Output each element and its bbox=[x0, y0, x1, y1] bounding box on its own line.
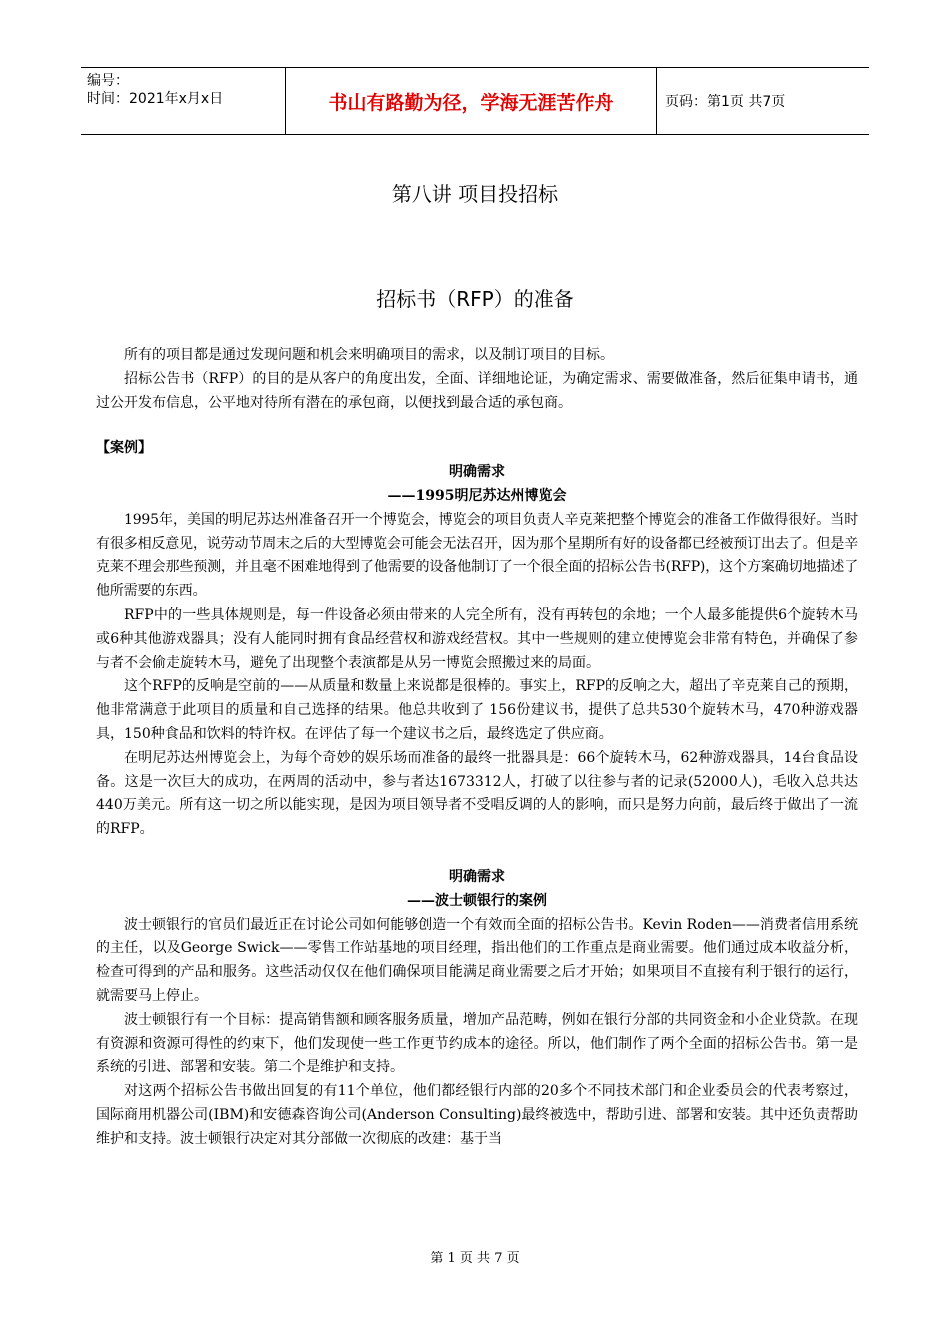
case1-title: 明确需求 bbox=[449, 464, 505, 481]
case1-paragraph: 这个RFP的反响是空前的——从质量和数量上来说都是很棒的。事实上，RFP的反响之大，超出了辛克莱自己的预期，他非常满意于此项目的质量和自己选择的结果。他总共收到了 156份建议书，提供了总共530个旋转木马，470种游戏器具，150种食品和饮料的特许权。在评估了每一个建议书之后，最终选定了供应商。 bbox=[96, 678, 858, 742]
header-motto: 书山有路勤为径，学海无涯苦作舟 bbox=[285, 68, 657, 134]
intro-paragraph: 所有的项目都是通过发现问题和机会来明确项目的需求，以及制订项目的目标。 bbox=[124, 347, 614, 363]
section-title: 招标书（RFP）的准备 bbox=[376, 287, 574, 311]
document-body bbox=[96, 344, 858, 1152]
intro-paragraph: 招标公告书（RFP）的目的是从客户的角度出发，全面、详细地论证，为确定需求、需要做准备，然后征集申请书，通过公开发布信息，公平地对待所有潜在的承包商，以便找到最合适的承包商。 bbox=[96, 370, 858, 411]
header-number-label: 编号： bbox=[87, 73, 129, 89]
case2-paragraph: 波士顿银行有一个目标：提高销售额和顾客服务质量，增加产品范畴，例如在银行分部的共同资金和小企业贷款。在现有资源和资源可得性的约束下，他们发现使一些工作更节约成本的途径。所以，他们制作了两个全面的招标公告书。第一是系统的引进、部署和安装。第二个是维护和支持。 bbox=[96, 1011, 858, 1076]
case1-paragraph: RFP中的一些具体规则是，每一件设备必须由带来的人完全所有，没有再转包的余地；一个人最多能提供6个旋转木马或6种其他游戏器具；没有人能同时拥有食品经营权和游戏经营权。其中一些规则的建立使博览会非常有特色，并确保了参与者不会偷走旋转木马，避免了出现整个表演都是从另一博览会照搬过来的局面。 bbox=[96, 606, 858, 671]
case1-paragraph: 在明尼苏达州博览会上，为每个奇妙的娱乐场而准备的最终一批器具是：66个旋转木马，62种游戏器具，14台食品设备。这是一次巨大的成功，在两周的活动中，参与者达1673312人，打破了以往参与者的记录(52000人)，毛收入总共达440万美元。所有这一切之所以能实现，是因为项目领导者不受唱反调的人的影响，而只是努力向前，最后终于做出了一流的RFP。 bbox=[96, 749, 858, 838]
case1-paragraph: 1995年，美国的明尼苏达州准备召开一个博览会，博览会的项目负责人辛克莱把整个博览会的准备工作做得很好。当时有很多相反意见，说劳动节周末之后的大型博览会可能会无法召开，因为那个星期所有好的设备都已经被预订出去了。但是辛克莱不理会那些预测，并且毫不困难地得到了他需要的设备他制订了一个很全面的招标公告书(RFP)，这个方案确切地描述了他所需要的东西。 bbox=[96, 511, 858, 600]
case2-paragraph: 波士顿银行的官员们最近正在讨论公司如何能够创造一个有效而全面的招标公告书。Kevin Roden——消费者信用系统的主任，以及George Swick——零售工作站基地的项目经理，指出他们的工作重点是商业需要。他们通过成本收益分析，检查可得到的产品和服务。这些活动仅仅在他们确保项目能满足商业需要之后才开始；如果项目不直接有利于银行的运行，就需要马上停止。 bbox=[96, 916, 858, 1004]
case2-title: 明确需求 bbox=[449, 868, 505, 885]
lecture-title: 第八讲 项目投招标 bbox=[391, 182, 559, 206]
case2-subtitle: ——波士顿银行的案例 bbox=[407, 892, 547, 909]
page-header bbox=[81, 67, 869, 135]
case1-subtitle: ——1995明尼苏达州博览会 bbox=[387, 487, 567, 504]
section-gap bbox=[96, 842, 858, 866]
header-meta bbox=[81, 68, 285, 134]
header-page-info: 页码：第1页 共7页 bbox=[665, 94, 786, 110]
header-date-label: 时间：2021年x月x日 bbox=[87, 91, 224, 107]
page-footer: 第 1 页 共 7 页 bbox=[430, 1251, 520, 1266]
case-label: 【案例】 bbox=[96, 440, 152, 457]
case2-paragraph: 对这两个招标公告书做出回复的有11个单位，他们都经银行内部的20多个不同技术部门和企业委员会的代表考察过，国际商用机器公司(IBM)和安德森咨询公司(Anderson Consulting)最终被选中，帮助引进、部署和安装。其中还负责帮助维护和支持。波士顿银行决定对其分部做一次彻底的改建：基于当 bbox=[96, 1083, 858, 1147]
